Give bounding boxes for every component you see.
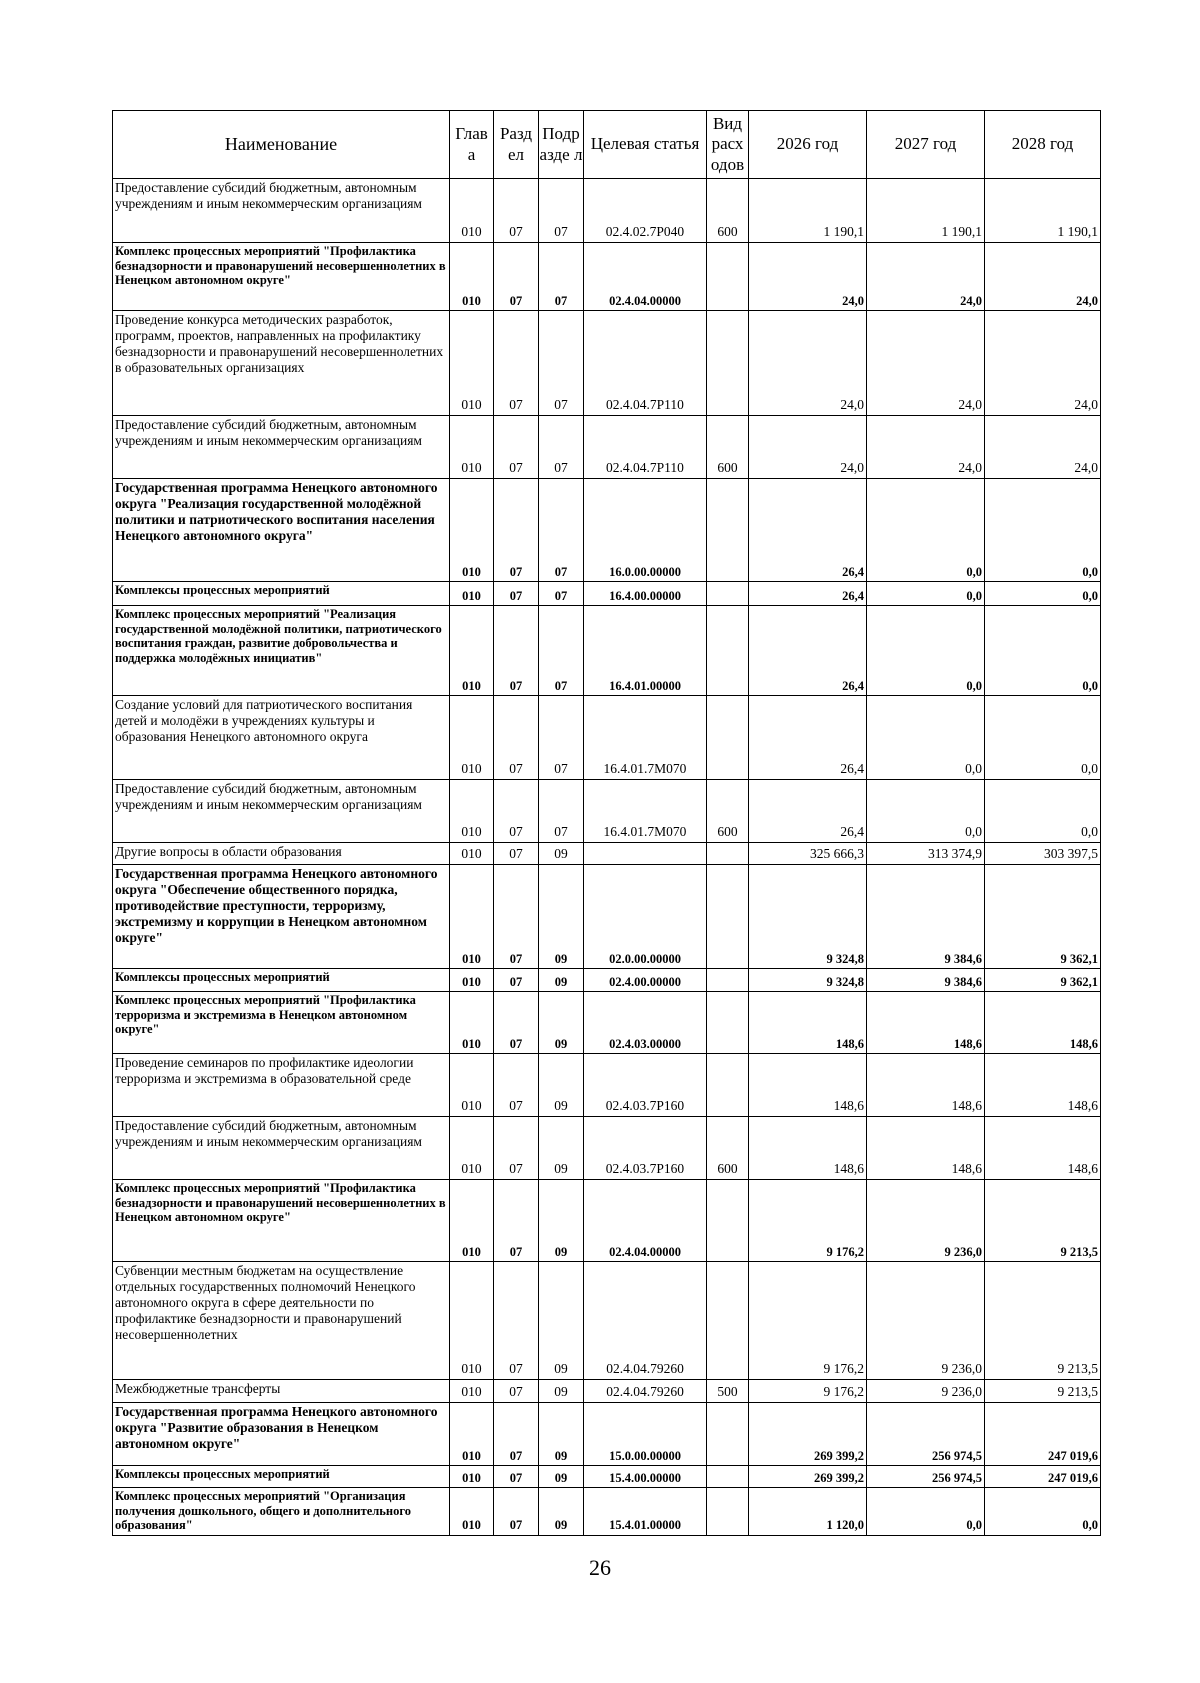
cell-glava: 010 xyxy=(450,1054,494,1117)
cell-razdel: 07 xyxy=(494,969,539,992)
cell-celevaya-statya: 02.4.04.79260 xyxy=(584,1262,707,1380)
cell-2026: 9 176,2 xyxy=(749,1380,867,1403)
cell-2027: 1 190,1 xyxy=(867,179,985,243)
cell-2027: 0,0 xyxy=(867,582,985,606)
cell-2028: 9 213,5 xyxy=(985,1380,1101,1403)
cell-celevaya-statya: 15.4.01.00000 xyxy=(584,1488,707,1536)
cell-2026: 1 190,1 xyxy=(749,179,867,243)
cell-2026: 269 399,2 xyxy=(749,1403,867,1466)
cell-vid-rashodov xyxy=(707,865,749,969)
cell-name: Предоставление субсидий бюджетным, автономным учреждениям и иным некоммерческим организациям xyxy=(113,780,450,843)
header-2026: 2026 год xyxy=(749,111,867,179)
cell-vid-rashodov: 600 xyxy=(707,780,749,843)
cell-2028: 0,0 xyxy=(985,479,1101,582)
cell-podrazdel: 07 xyxy=(539,696,584,780)
cell-2027: 9 236,0 xyxy=(867,1180,985,1262)
cell-podrazdel: 09 xyxy=(539,969,584,992)
table-row xyxy=(113,843,1101,865)
cell-glava: 010 xyxy=(450,1180,494,1262)
header-2027: 2027 год xyxy=(867,111,985,179)
cell-vid-rashodov xyxy=(707,843,749,865)
cell-2026: 9 324,8 xyxy=(749,865,867,969)
cell-2028: 1 190,1 xyxy=(985,179,1101,243)
table-header-row xyxy=(113,111,1101,179)
header-2028: 2028 год xyxy=(985,111,1101,179)
cell-razdel: 07 xyxy=(494,992,539,1054)
cell-2026: 26,4 xyxy=(749,780,867,843)
header-vid-rashodov: Вид расх одов xyxy=(707,111,749,179)
cell-celevaya-statya: 02.4.04.7P110 xyxy=(584,416,707,479)
cell-2028: 0,0 xyxy=(985,606,1101,696)
cell-2028: 148,6 xyxy=(985,1054,1101,1117)
cell-name: Проведение семинаров по профилактике идеологии терроризма и экстремизма в образовательной среде xyxy=(113,1054,450,1117)
cell-vid-rashodov: 600 xyxy=(707,179,749,243)
cell-podrazdel: 09 xyxy=(539,992,584,1054)
cell-vid-rashodov xyxy=(707,1180,749,1262)
cell-celevaya-statya: 02.4.00.00000 xyxy=(584,969,707,992)
cell-2026: 148,6 xyxy=(749,992,867,1054)
cell-razdel: 07 xyxy=(494,1262,539,1380)
cell-celevaya-statya: 15.0.00.00000 xyxy=(584,1403,707,1466)
cell-vid-rashodov xyxy=(707,606,749,696)
cell-razdel: 07 xyxy=(494,243,539,311)
page-number: 26 xyxy=(589,1555,611,1580)
cell-glava: 010 xyxy=(450,1488,494,1536)
cell-razdel: 07 xyxy=(494,843,539,865)
cell-2026: 1 120,0 xyxy=(749,1488,867,1536)
cell-glava: 010 xyxy=(450,1117,494,1180)
cell-2026: 26,4 xyxy=(749,479,867,582)
cell-razdel: 07 xyxy=(494,1466,539,1488)
cell-2028: 24,0 xyxy=(985,416,1101,479)
cell-vid-rashodov xyxy=(707,696,749,780)
cell-glava: 010 xyxy=(450,416,494,479)
table-row xyxy=(113,1466,1101,1488)
cell-2027: 313 374,9 xyxy=(867,843,985,865)
cell-podrazdel: 09 xyxy=(539,843,584,865)
cell-2028: 247 019,6 xyxy=(985,1466,1101,1488)
cell-2027: 256 974,5 xyxy=(867,1466,985,1488)
cell-glava: 010 xyxy=(450,843,494,865)
cell-2027: 24,0 xyxy=(867,416,985,479)
cell-razdel: 07 xyxy=(494,1488,539,1536)
cell-glava: 010 xyxy=(450,780,494,843)
cell-vid-rashodov xyxy=(707,243,749,311)
table-row xyxy=(113,479,1101,582)
table-row xyxy=(113,243,1101,311)
cell-2027: 148,6 xyxy=(867,1054,985,1117)
header-podrazdel: Подр азде л xyxy=(539,111,584,179)
cell-vid-rashodov xyxy=(707,969,749,992)
cell-name: Государственная программа Ненецкого автономного округа "Реализация государственной молодёжной политики и патриотического воспитания населения Ненецкого автономного округа" xyxy=(113,479,450,582)
cell-podrazdel: 09 xyxy=(539,1054,584,1117)
cell-razdel: 07 xyxy=(494,179,539,243)
cell-2027: 24,0 xyxy=(867,243,985,311)
cell-glava: 010 xyxy=(450,1403,494,1466)
table-row xyxy=(113,865,1101,969)
cell-celevaya-statya: 02.4.03.7P160 xyxy=(584,1117,707,1180)
table-row xyxy=(113,1180,1101,1262)
cell-2026: 24,0 xyxy=(749,311,867,416)
cell-podrazdel: 07 xyxy=(539,416,584,479)
table-row xyxy=(113,582,1101,606)
cell-podrazdel: 09 xyxy=(539,1117,584,1180)
cell-2027: 0,0 xyxy=(867,479,985,582)
table-row xyxy=(113,1262,1101,1380)
cell-2026: 9 176,2 xyxy=(749,1262,867,1380)
cell-2028: 148,6 xyxy=(985,1117,1101,1180)
cell-name: Предоставление субсидий бюджетным, автономным учреждениям и иным некоммерческим организациям xyxy=(113,1117,450,1180)
cell-razdel: 07 xyxy=(494,1117,539,1180)
cell-2026: 325 666,3 xyxy=(749,843,867,865)
cell-razdel: 07 xyxy=(494,1180,539,1262)
cell-razdel: 07 xyxy=(494,582,539,606)
cell-vid-rashodov xyxy=(707,992,749,1054)
cell-vid-rashodov: 600 xyxy=(707,416,749,479)
cell-celevaya-statya: 16.4.01.00000 xyxy=(584,606,707,696)
budget-table xyxy=(112,110,1101,1536)
table-row xyxy=(113,969,1101,992)
cell-2028: 0,0 xyxy=(985,582,1101,606)
header-razdel: Разд ел xyxy=(494,111,539,179)
cell-glava: 010 xyxy=(450,1262,494,1380)
cell-vid-rashodov: 500 xyxy=(707,1380,749,1403)
cell-2026: 9 176,2 xyxy=(749,1180,867,1262)
cell-2028: 0,0 xyxy=(985,780,1101,843)
cell-2028: 24,0 xyxy=(985,311,1101,416)
cell-podrazdel: 07 xyxy=(539,243,584,311)
cell-vid-rashodov xyxy=(707,1488,749,1536)
cell-name: Комплекс процессных мероприятий "Организация получения дошкольного, общего и дополнительного образования" xyxy=(113,1488,450,1536)
cell-vid-rashodov xyxy=(707,1054,749,1117)
cell-2027: 9 384,6 xyxy=(867,969,985,992)
table-row xyxy=(113,606,1101,696)
cell-celevaya-statya: 02.4.03.00000 xyxy=(584,992,707,1054)
cell-name: Комплекс процессных мероприятий "Профилактика безнадзорности и правонарушений несовершеннолетних в Ненецком автономном округе" xyxy=(113,1180,450,1262)
cell-vid-rashodov xyxy=(707,1403,749,1466)
cell-razdel: 07 xyxy=(494,606,539,696)
cell-glava: 010 xyxy=(450,479,494,582)
cell-2028: 247 019,6 xyxy=(985,1403,1101,1466)
cell-celevaya-statya: 15.4.00.00000 xyxy=(584,1466,707,1488)
table-row xyxy=(113,780,1101,843)
cell-vid-rashodov xyxy=(707,582,749,606)
cell-podrazdel: 07 xyxy=(539,479,584,582)
cell-name: Другие вопросы в области образования xyxy=(113,843,450,865)
cell-celevaya-statya: 16.4.01.7M070 xyxy=(584,780,707,843)
cell-celevaya-statya: 02.4.03.7P160 xyxy=(584,1054,707,1117)
cell-celevaya-statya: 16.4.00.00000 xyxy=(584,582,707,606)
cell-celevaya-statya xyxy=(584,843,707,865)
cell-2026: 26,4 xyxy=(749,696,867,780)
cell-razdel: 07 xyxy=(494,311,539,416)
cell-2027: 9 236,0 xyxy=(867,1380,985,1403)
cell-2028: 9 362,1 xyxy=(985,865,1101,969)
table-row xyxy=(113,696,1101,780)
cell-2028: 0,0 xyxy=(985,696,1101,780)
cell-podrazdel: 09 xyxy=(539,1262,584,1380)
cell-name: Комплексы процессных мероприятий xyxy=(113,582,450,606)
cell-2028: 24,0 xyxy=(985,243,1101,311)
cell-podrazdel: 09 xyxy=(539,1380,584,1403)
cell-glava: 010 xyxy=(450,696,494,780)
cell-2027: 148,6 xyxy=(867,992,985,1054)
cell-name: Проведение конкурса методических разработок, программ, проектов, направленных на профилактику безнадзорности и правонарушений несовершеннолетних в образовательных организациях xyxy=(113,311,450,416)
cell-2026: 148,6 xyxy=(749,1117,867,1180)
cell-podrazdel: 09 xyxy=(539,1488,584,1536)
cell-podrazdel: 09 xyxy=(539,1466,584,1488)
cell-glava: 010 xyxy=(450,1380,494,1403)
cell-celevaya-statya: 16.4.01.7M070 xyxy=(584,696,707,780)
cell-glava: 010 xyxy=(450,969,494,992)
cell-celevaya-statya: 02.0.00.00000 xyxy=(584,865,707,969)
cell-2027: 0,0 xyxy=(867,1488,985,1536)
cell-2027: 0,0 xyxy=(867,696,985,780)
cell-glava: 010 xyxy=(450,582,494,606)
cell-2028: 148,6 xyxy=(985,992,1101,1054)
cell-2027: 148,6 xyxy=(867,1117,985,1180)
cell-name: Комплексы процессных мероприятий xyxy=(113,969,450,992)
cell-2026: 9 324,8 xyxy=(749,969,867,992)
cell-razdel: 07 xyxy=(494,1403,539,1466)
header-name: Наименование xyxy=(113,111,450,179)
cell-2028: 9 213,5 xyxy=(985,1262,1101,1380)
cell-podrazdel: 07 xyxy=(539,606,584,696)
table-row xyxy=(113,1488,1101,1536)
cell-2026: 24,0 xyxy=(749,416,867,479)
cell-razdel: 07 xyxy=(494,479,539,582)
cell-2027: 9 236,0 xyxy=(867,1262,985,1380)
cell-glava: 010 xyxy=(450,179,494,243)
cell-2027: 0,0 xyxy=(867,606,985,696)
cell-celevaya-statya: 02.4.04.79260 xyxy=(584,1380,707,1403)
table-row xyxy=(113,992,1101,1054)
table-row xyxy=(113,179,1101,243)
cell-2026: 24,0 xyxy=(749,243,867,311)
cell-podrazdel: 09 xyxy=(539,1180,584,1262)
table-row xyxy=(113,1054,1101,1117)
cell-podrazdel: 07 xyxy=(539,179,584,243)
cell-2028: 303 397,5 xyxy=(985,843,1101,865)
table-row xyxy=(113,416,1101,479)
cell-podrazdel: 07 xyxy=(539,582,584,606)
cell-2028: 9 213,5 xyxy=(985,1180,1101,1262)
table-row xyxy=(113,1403,1101,1466)
cell-razdel: 07 xyxy=(494,1054,539,1117)
cell-celevaya-statya: 02.4.04.00000 xyxy=(584,243,707,311)
cell-2026: 269 399,2 xyxy=(749,1466,867,1488)
cell-glava: 010 xyxy=(450,1466,494,1488)
cell-2027: 256 974,5 xyxy=(867,1403,985,1466)
cell-celevaya-statya: 02.4.04.00000 xyxy=(584,1180,707,1262)
cell-razdel: 07 xyxy=(494,1380,539,1403)
cell-podrazdel: 07 xyxy=(539,311,584,416)
cell-name: Комплекс процессных мероприятий "Профилактика безнадзорности и правонарушений несовершеннолетних в Ненецком автономном округе" xyxy=(113,243,450,311)
cell-vid-rashodov xyxy=(707,1466,749,1488)
table-row xyxy=(113,1117,1101,1180)
table-body xyxy=(113,179,1101,1536)
cell-2026: 148,6 xyxy=(749,1054,867,1117)
cell-name: Создание условий для патриотического воспитания детей и молодёжи в учреждениях культуры и образования Ненецкого автономного округа xyxy=(113,696,450,780)
header-glava: Глав а xyxy=(450,111,494,179)
cell-glava: 010 xyxy=(450,311,494,416)
cell-name: Комплексы процессных мероприятий xyxy=(113,1466,450,1488)
cell-2027: 9 384,6 xyxy=(867,865,985,969)
cell-glava: 010 xyxy=(450,992,494,1054)
cell-vid-rashodov xyxy=(707,479,749,582)
cell-2026: 26,4 xyxy=(749,582,867,606)
cell-celevaya-statya: 16.0.00.00000 xyxy=(584,479,707,582)
cell-podrazdel: 09 xyxy=(539,865,584,969)
cell-vid-rashodov: 600 xyxy=(707,1117,749,1180)
cell-glava: 010 xyxy=(450,243,494,311)
cell-glava: 010 xyxy=(450,865,494,969)
header-celevaya-statya: Целевая статья xyxy=(584,111,707,179)
cell-podrazdel: 07 xyxy=(539,780,584,843)
cell-celevaya-statya: 02.4.02.7P040 xyxy=(584,179,707,243)
cell-2027: 24,0 xyxy=(867,311,985,416)
table-row xyxy=(113,1380,1101,1403)
cell-name: Предоставление субсидий бюджетным, автономным учреждениям и иным некоммерческим организациям xyxy=(113,179,450,243)
cell-2028: 0,0 xyxy=(985,1488,1101,1536)
cell-2028: 9 362,1 xyxy=(985,969,1101,992)
cell-razdel: 07 xyxy=(494,696,539,780)
cell-2027: 0,0 xyxy=(867,780,985,843)
cell-name: Комплекс процессных мероприятий "Профилактика терроризма и экстремизма в Ненецком автономном округе" xyxy=(113,992,450,1054)
cell-razdel: 07 xyxy=(494,780,539,843)
cell-celevaya-statya: 02.4.04.7P110 xyxy=(584,311,707,416)
cell-name: Межбюджетные трансферты xyxy=(113,1380,450,1403)
cell-razdel: 07 xyxy=(494,416,539,479)
cell-name: Государственная программа Ненецкого автономного округа "Развитие образования в Ненецком автономном округе" xyxy=(113,1403,450,1466)
cell-name: Государственная программа Ненецкого автономного округа "Обеспечение общественного порядка, противодействие преступности, терроризму, экстремизму и коррупции в Ненецком автономном округе" xyxy=(113,865,450,969)
cell-name: Субвенции местным бюджетам на осуществление отдельных государственных полномочий Ненецкого автономного округа в сфере деятельности по профилактике безнадзорности и правонарушений несовершеннолетних xyxy=(113,1262,450,1380)
cell-vid-rashodov xyxy=(707,1262,749,1380)
cell-2026: 26,4 xyxy=(749,606,867,696)
cell-vid-rashodov xyxy=(707,311,749,416)
cell-name: Предоставление субсидий бюджетным, автономным учреждениям и иным некоммерческим организациям xyxy=(113,416,450,479)
cell-name: Комплекс процессных мероприятий "Реализация государственной молодёжной политики, патриотического воспитания граждан, развитие добровольчества и поддержка молодёжных инициатив" xyxy=(113,606,450,696)
table-row xyxy=(113,311,1101,416)
cell-razdel: 07 xyxy=(494,865,539,969)
cell-glava: 010 xyxy=(450,606,494,696)
cell-podrazdel: 09 xyxy=(539,1403,584,1466)
